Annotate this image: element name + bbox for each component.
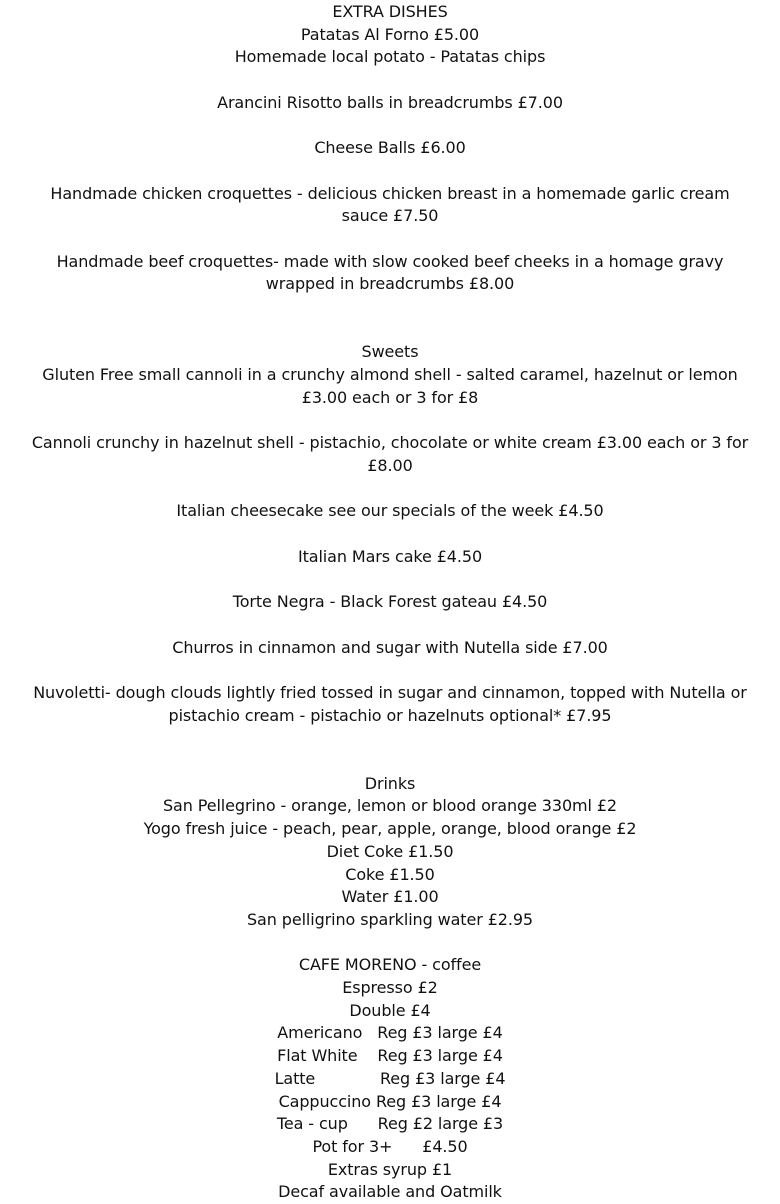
menu-item-gf-cannoli-price: £3.00 each or 3 for £8 [301,387,479,407]
menu-item-sparkling-water: San pelligrino sparkling water £2.95 [246,909,533,929]
spacer [0,115,780,138]
menu-item-patatas-al-forno: Patatas Al Forno £5.00 [300,24,480,44]
menu-item-yogo-juice: Yogo fresh juice - peach, pear, apple, orange, blood orange £2 [143,819,637,839]
menu-item-patatas-description: Homemade local potato - Patatas chips [234,47,546,67]
spacer [0,228,780,251]
menu-item-san-pellegrino: San Pellegrino - orange, lemon or blood orange 330ml £2 [162,796,618,816]
spacer [0,296,780,341]
menu-item-beef-croquettes-price: wrapped in breadcrumbs £8.00 [265,274,515,294]
spacer [0,410,780,433]
menu-item-espresso: Espresso £2 [342,978,438,998]
spacer [0,478,780,501]
menu-item-cheesecake: Italian cheesecake see our specials of the week £4.50 [176,501,604,521]
spacer [0,659,780,682]
menu-item-pot-for-3: Pot for 3+ £4.50 [312,1136,468,1156]
menu-item-cannoli-hazelnut: Cannoli crunchy in hazelnut shell - pistachio, chocolate or white cream £3.00 each or 3 for [31,433,749,453]
spacer [0,160,780,183]
menu-item-latte: Latte Reg £3 large £4 [274,1068,506,1088]
coffee-heading: CAFE MORENO - coffee [298,955,482,975]
menu-item-chicken-croquettes-price: sauce £7.50 [341,206,439,226]
menu-item-diet-coke: Diet Coke £1.50 [326,841,454,861]
sweets-heading: Sweets [361,342,419,362]
menu-item-cheese-balls: Cheese Balls £6.00 [314,138,466,158]
extra-dishes-heading: EXTRA DISHES [332,2,448,21]
spacer [0,523,780,546]
spacer [0,932,780,955]
menu-item-americano: Americano Reg £3 large £4 [277,1023,503,1043]
menu-item-arancini: Arancini Risotto balls in breadcrumbs £7.00 [217,92,563,112]
menu-item-cannoli-hazelnut-price: £8.00 [367,455,413,475]
menu-item-nuvoletti: Nuvoletti- dough clouds lightly fried tossed in sugar and cinnamon, topped with Nutella or [33,682,747,702]
menu-item-beef-croquettes: Handmade beef croquettes- made with slow cooked beef cheeks in a homage gravy [56,251,724,271]
spacer [0,69,780,92]
menu-item-chicken-croquettes: Handmade chicken croquettes - delicious chicken breast in a homemade garlic cream [50,183,730,203]
menu-item-nuvoletti-details: pistachio cream - pistachio or hazelnuts optional* £7.95 [168,705,612,725]
menu-item-churros: Churros in cinnamon and sugar with Nutella side £7.00 [172,637,608,657]
spacer [0,727,780,772]
menu-item-torte-negra: Torte Negra - Black Forest gateau £4.50 [232,592,548,612]
menu-item-extras-syrup: Extras syrup £1 [327,1159,453,1179]
spacer [0,614,780,637]
menu-item-tea: Tea - cup Reg £2 large £3 [276,1114,504,1134]
menu-item-double: Double £4 [349,1000,431,1020]
drinks-heading: Drinks [364,773,416,793]
menu-item-water: Water £1.00 [341,887,439,907]
menu-item-cappuccino: Cappuccino Reg £3 large £4 [278,1091,502,1111]
menu-item-decaf-oatmilk: Decaf available and Oatmilk [278,1182,502,1202]
menu-item-gf-cannoli: Gluten Free small cannoli in a crunchy almond shell - salted caramel, hazelnut or lemon [42,365,738,385]
menu-item-mars-cake: Italian Mars cake £4.50 [297,546,483,566]
menu-item-flat-white: Flat White Reg £3 large £4 [277,1046,503,1066]
menu-item-coke: Coke £1.50 [345,864,435,884]
spacer [0,568,780,591]
